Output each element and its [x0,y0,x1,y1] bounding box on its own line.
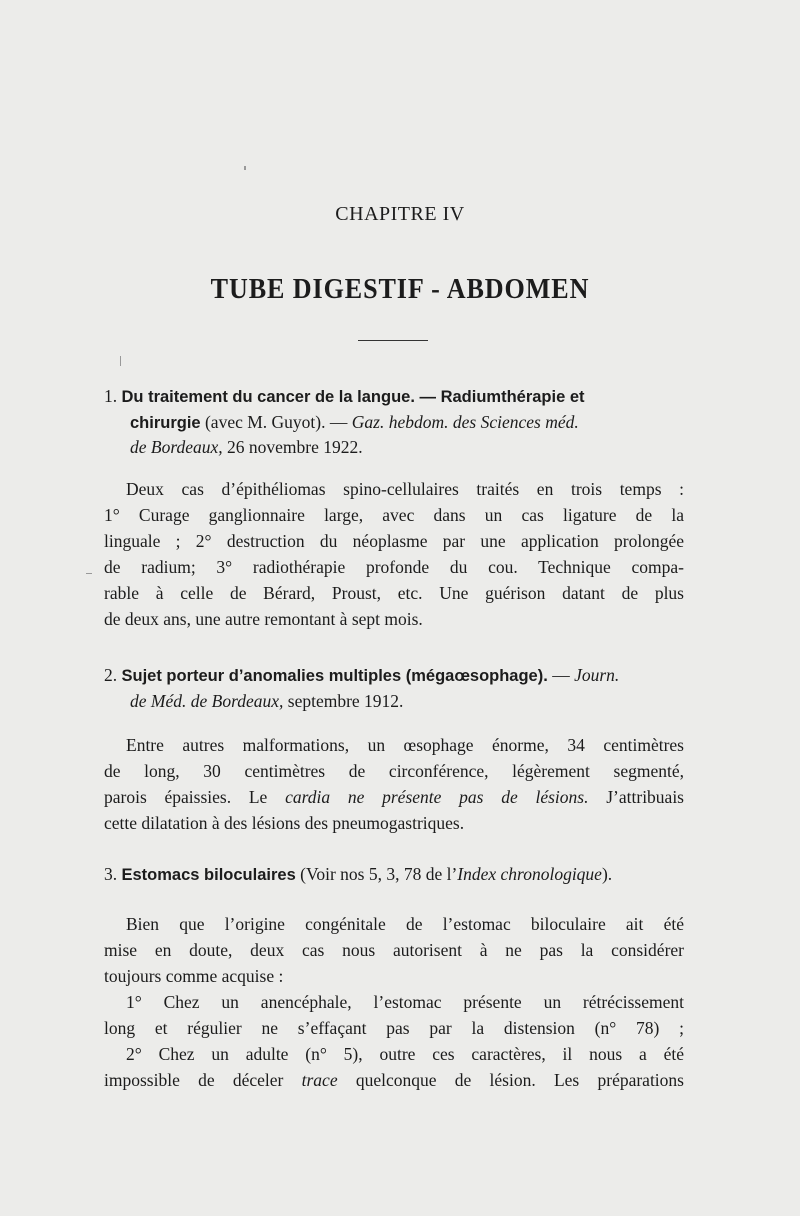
entry-1-body [104,476,684,632]
entry-1-heading-bold-cont: chirurgie [130,413,201,432]
entry-2-date: septembre 1912. [283,690,404,711]
entry-1-body-line: rable à celle de Bérard, Proust, etc. Une guérison datant de plus [104,583,684,603]
entry-2-text: J’attribuais [588,787,684,807]
entry-3-body-line: mise en doute, deux cas nous autorisent à ne pas la considérer [104,940,684,960]
entry-1-body-line: Deux cas d’épithéliomas spino-cellulaires traités en trois temps : [126,479,684,499]
entry-3-body-line: 2° Chez un adulte (n° 5), outre ces caractères, il nous a été [126,1044,684,1064]
entry-1-source-cont [104,435,684,460]
scan-speck [120,356,121,366]
entry-1-source-italic: de Bordeaux, [130,437,223,457]
entry-1-number: 1. [104,386,118,406]
chapter-title: TUBE DIGESTIF - ABDOMEN [210,273,590,305]
entry-1-reference [104,384,684,460]
entry-3-text: impossible de déceler [104,1070,302,1090]
entry-2-text: parois épaissies. Le [104,787,286,807]
entry-3-body-line: 1° Chez un anencéphale, l’estomac présente un rétrécissement [126,992,684,1012]
entry-3-body [104,911,684,1093]
entry-3-reference [104,862,684,888]
entry-3-heading: Estomacs biloculaires [121,866,296,884]
entry-3-number: 3. [104,864,118,884]
chapter-label: CHAPITRE IV [335,203,465,225]
entry-2-heading: Sujet porteur d’anomalies multiples (mégaœsophage). [121,667,548,685]
entry-2-body-line [104,784,684,810]
entry-2-reference [104,663,684,713]
scan-speck [244,166,246,170]
entry-2-source-cont [104,689,684,714]
entry-3-reference-text: (Voir nos 5, 3, 78 de l’ [295,864,458,884]
entry-3-body-line: Bien que l’origine congénitale de l’estomac biloculaire ait été [126,914,684,934]
entry-2-source: Journ. [574,665,620,685]
entry-3-italic-text: trace [301,1070,338,1090]
entry-1-coauthor: (avec M. Guyot). — [200,411,352,432]
entry-1-body-line: de radium; 3° radiothérapie profonde du cou. Technique compa- [104,557,684,577]
entry-1-heading-cont [104,410,684,436]
title-divider [358,340,428,341]
entry-1-body-line: linguale ; 2° destruction du néoplasme par une application prolongée [104,531,684,551]
entry-2-body-line: Entre autres malformations, un œsophage énorme, 34 centimètres [126,735,684,755]
entry-3-reference-end: ). [601,864,613,884]
entry-2-source-italic: de Méd. de Bordeaux, [130,690,284,711]
entry-2-dash: — [547,665,575,685]
entry-3-body-line: toujours comme acquise : [104,966,284,986]
entry-1-date: 26 novembre 1922. [222,437,363,457]
entry-2-body [104,732,684,836]
entry-1-source: Gaz. hebdom. des Sciences méd. [351,411,579,432]
entry-2-body-line: cette dilatation à des lésions des pneumogastriques. [104,813,465,833]
entry-1-body-line: de deux ans, une autre remontant à sept mois. [104,609,423,629]
entry-2-italic-text: cardia ne présente pas de lésions. [285,787,589,807]
entry-2-body-line: de long, 30 centimètres de circonférence, légèrement segmenté, [104,761,684,781]
scan-speck [86,573,92,574]
entry-3-text: quelconque de lésion. Les préparations [337,1070,684,1090]
entry-1-body-line: 1° Curage ganglionnaire large, avec dans un cas ligature de la [104,505,684,525]
entry-3-body-line: long et régulier ne s’effaçant pas par la distension (n° 78) ; [104,1018,684,1038]
entry-2-number: 2. [104,665,118,685]
entry-3-index-title: Index chronologique [457,864,602,884]
entry-1-heading: Du traitement du cancer de la langue. — Radiumthérapie et [121,388,585,406]
entry-3-body-line [104,1067,684,1093]
